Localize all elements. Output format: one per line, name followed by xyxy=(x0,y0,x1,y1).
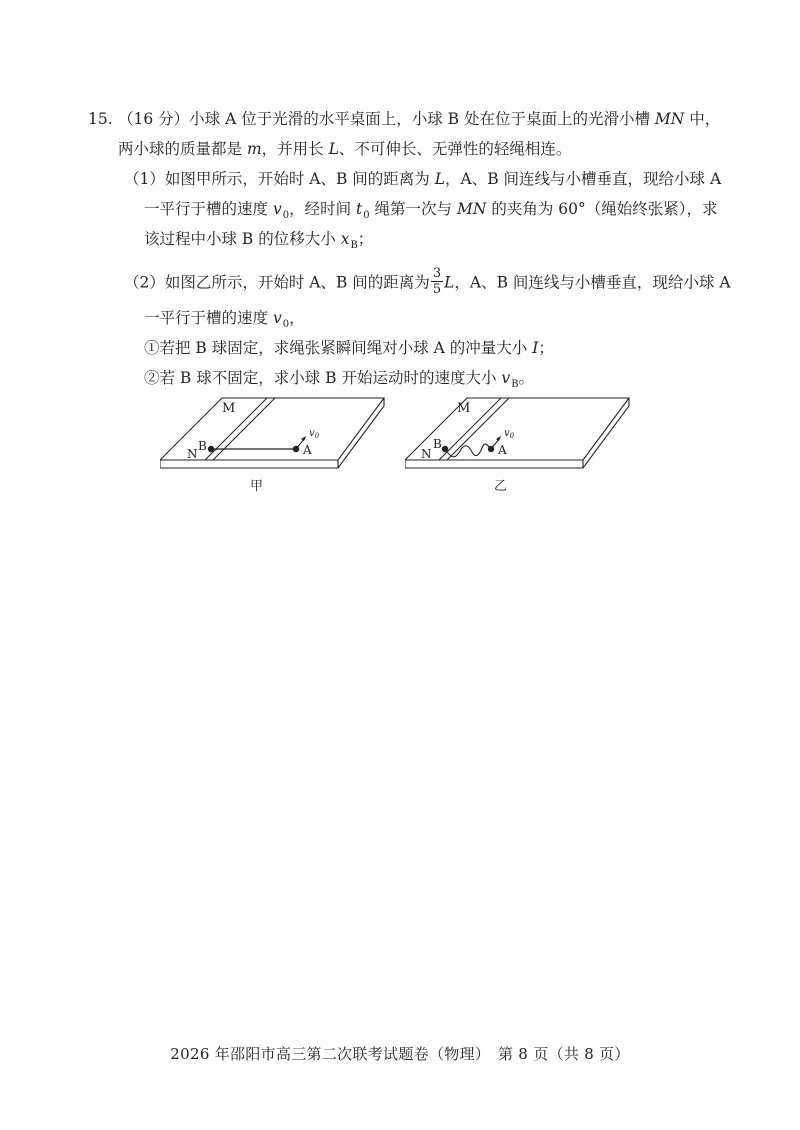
ball-b xyxy=(208,446,214,452)
velocity-subscript: 0 xyxy=(282,210,290,221)
question-stem-line-2 xyxy=(118,139,571,159)
part1-text: 的夹角为 60°（绳始终张紧），求 xyxy=(486,200,718,218)
impulse-symbol: I xyxy=(532,339,539,357)
label-b: B xyxy=(433,437,442,451)
part1-line-1 xyxy=(124,169,721,189)
figure-a-caption: 甲 xyxy=(250,479,264,494)
label-v0 xyxy=(504,428,515,440)
groove-line-left xyxy=(205,398,267,460)
figure-b-caption: 乙 xyxy=(494,479,508,494)
time-symbol: t xyxy=(356,200,363,218)
fraction xyxy=(431,266,443,297)
label-v-subscript: 0 xyxy=(509,432,515,440)
stem-text: 两小球的质量都是 xyxy=(118,140,247,158)
fraction-numerator: 3 xyxy=(432,266,442,281)
label-n: N xyxy=(421,447,432,461)
part2-text: ， xyxy=(289,309,305,327)
label-n: N xyxy=(187,447,198,461)
part2-text: （2）如图乙所示，开始时 A、B 间的距离为 xyxy=(124,273,430,292)
part2-item-text: ； xyxy=(538,339,554,357)
table-edge xyxy=(405,398,629,468)
part2-text: 一平行于槽的速度 xyxy=(144,309,273,327)
label-v0 xyxy=(309,428,320,440)
ball-a xyxy=(488,446,494,452)
slot-mn: MN xyxy=(456,200,487,218)
velocity-symbol: v xyxy=(501,369,511,387)
part2-item-text: ②若 B 球不固定，求小球 B 开始运动时的速度大小 xyxy=(144,369,502,387)
label-v: v xyxy=(309,428,315,439)
figure-b-diagram xyxy=(405,396,630,474)
part1-text: 该过程中小球 B 的位移大小 xyxy=(144,230,341,248)
question-stem-line-1 xyxy=(118,109,720,129)
velocity-subscript: B xyxy=(511,379,519,390)
velocity-symbol: v xyxy=(272,200,282,218)
part1-text: （1）如图甲所示，开始时 A、B 间的距离为 xyxy=(124,170,435,188)
part2-item-1 xyxy=(144,338,554,358)
velocity-symbol: v xyxy=(272,309,282,327)
label-m: M xyxy=(457,401,471,416)
part1-text: 一平行于槽的速度 xyxy=(144,200,273,218)
slot-mn: MN xyxy=(654,110,685,128)
part2-item-text: ①若把 B 球固定，求绳张紧瞬间绳对小球 A 的冲量大小 xyxy=(144,339,533,357)
fraction-denominator: 5 xyxy=(432,282,442,297)
label-m: M xyxy=(222,401,236,416)
part1-text: ，A、B 间连线与小槽垂直，现给小球 A xyxy=(445,170,722,188)
label-v: v xyxy=(504,428,510,439)
part1-text: ； xyxy=(357,230,374,248)
length-symbol: L xyxy=(328,140,339,158)
stem-text: （16 分）小球 A 位于光滑的水平桌面上，小球 B 处在位于桌面上的光滑小槽 xyxy=(118,110,655,128)
velocity-subscript: 0 xyxy=(282,319,290,330)
label-b: B xyxy=(198,439,207,453)
figure-a-diagram xyxy=(160,396,385,474)
part1-text: ，经时间 xyxy=(289,200,357,218)
part2-item-2 xyxy=(144,368,534,391)
label-a: A xyxy=(303,443,312,457)
part1-line-2 xyxy=(144,199,718,222)
part1-text: 绳第一次与 xyxy=(369,200,457,218)
mass-symbol: m xyxy=(246,140,262,158)
displacement-symbol: x xyxy=(340,230,350,248)
label-a: A xyxy=(498,443,507,457)
part2-item-text: 。 xyxy=(518,369,535,387)
time-subscript: 0 xyxy=(363,210,370,221)
stem-text: ，并用长 xyxy=(261,140,329,158)
label-v-subscript: 0 xyxy=(314,432,320,440)
question-number: 15. xyxy=(88,110,113,128)
stem-text: 、不可伸长、无弹性的轻绳相连。 xyxy=(338,140,572,158)
part2-text: ，A、B 间连线与小槽垂直，现给小球 A xyxy=(454,273,731,292)
ball-a xyxy=(293,446,299,452)
part1-line-3 xyxy=(144,229,373,252)
displacement-subscript: B xyxy=(350,240,358,251)
page-footer: 2026 年邵阳市高三第二次联考试题卷（物理） 第 8 页（共 8 页） xyxy=(170,1045,630,1063)
length-symbol: L xyxy=(434,170,446,188)
stem-text-end: 中， xyxy=(684,110,721,128)
ball-b xyxy=(442,446,448,452)
part2-line-1 xyxy=(124,268,731,299)
part2-line-2 xyxy=(144,308,305,331)
length-symbol: L xyxy=(444,273,455,292)
